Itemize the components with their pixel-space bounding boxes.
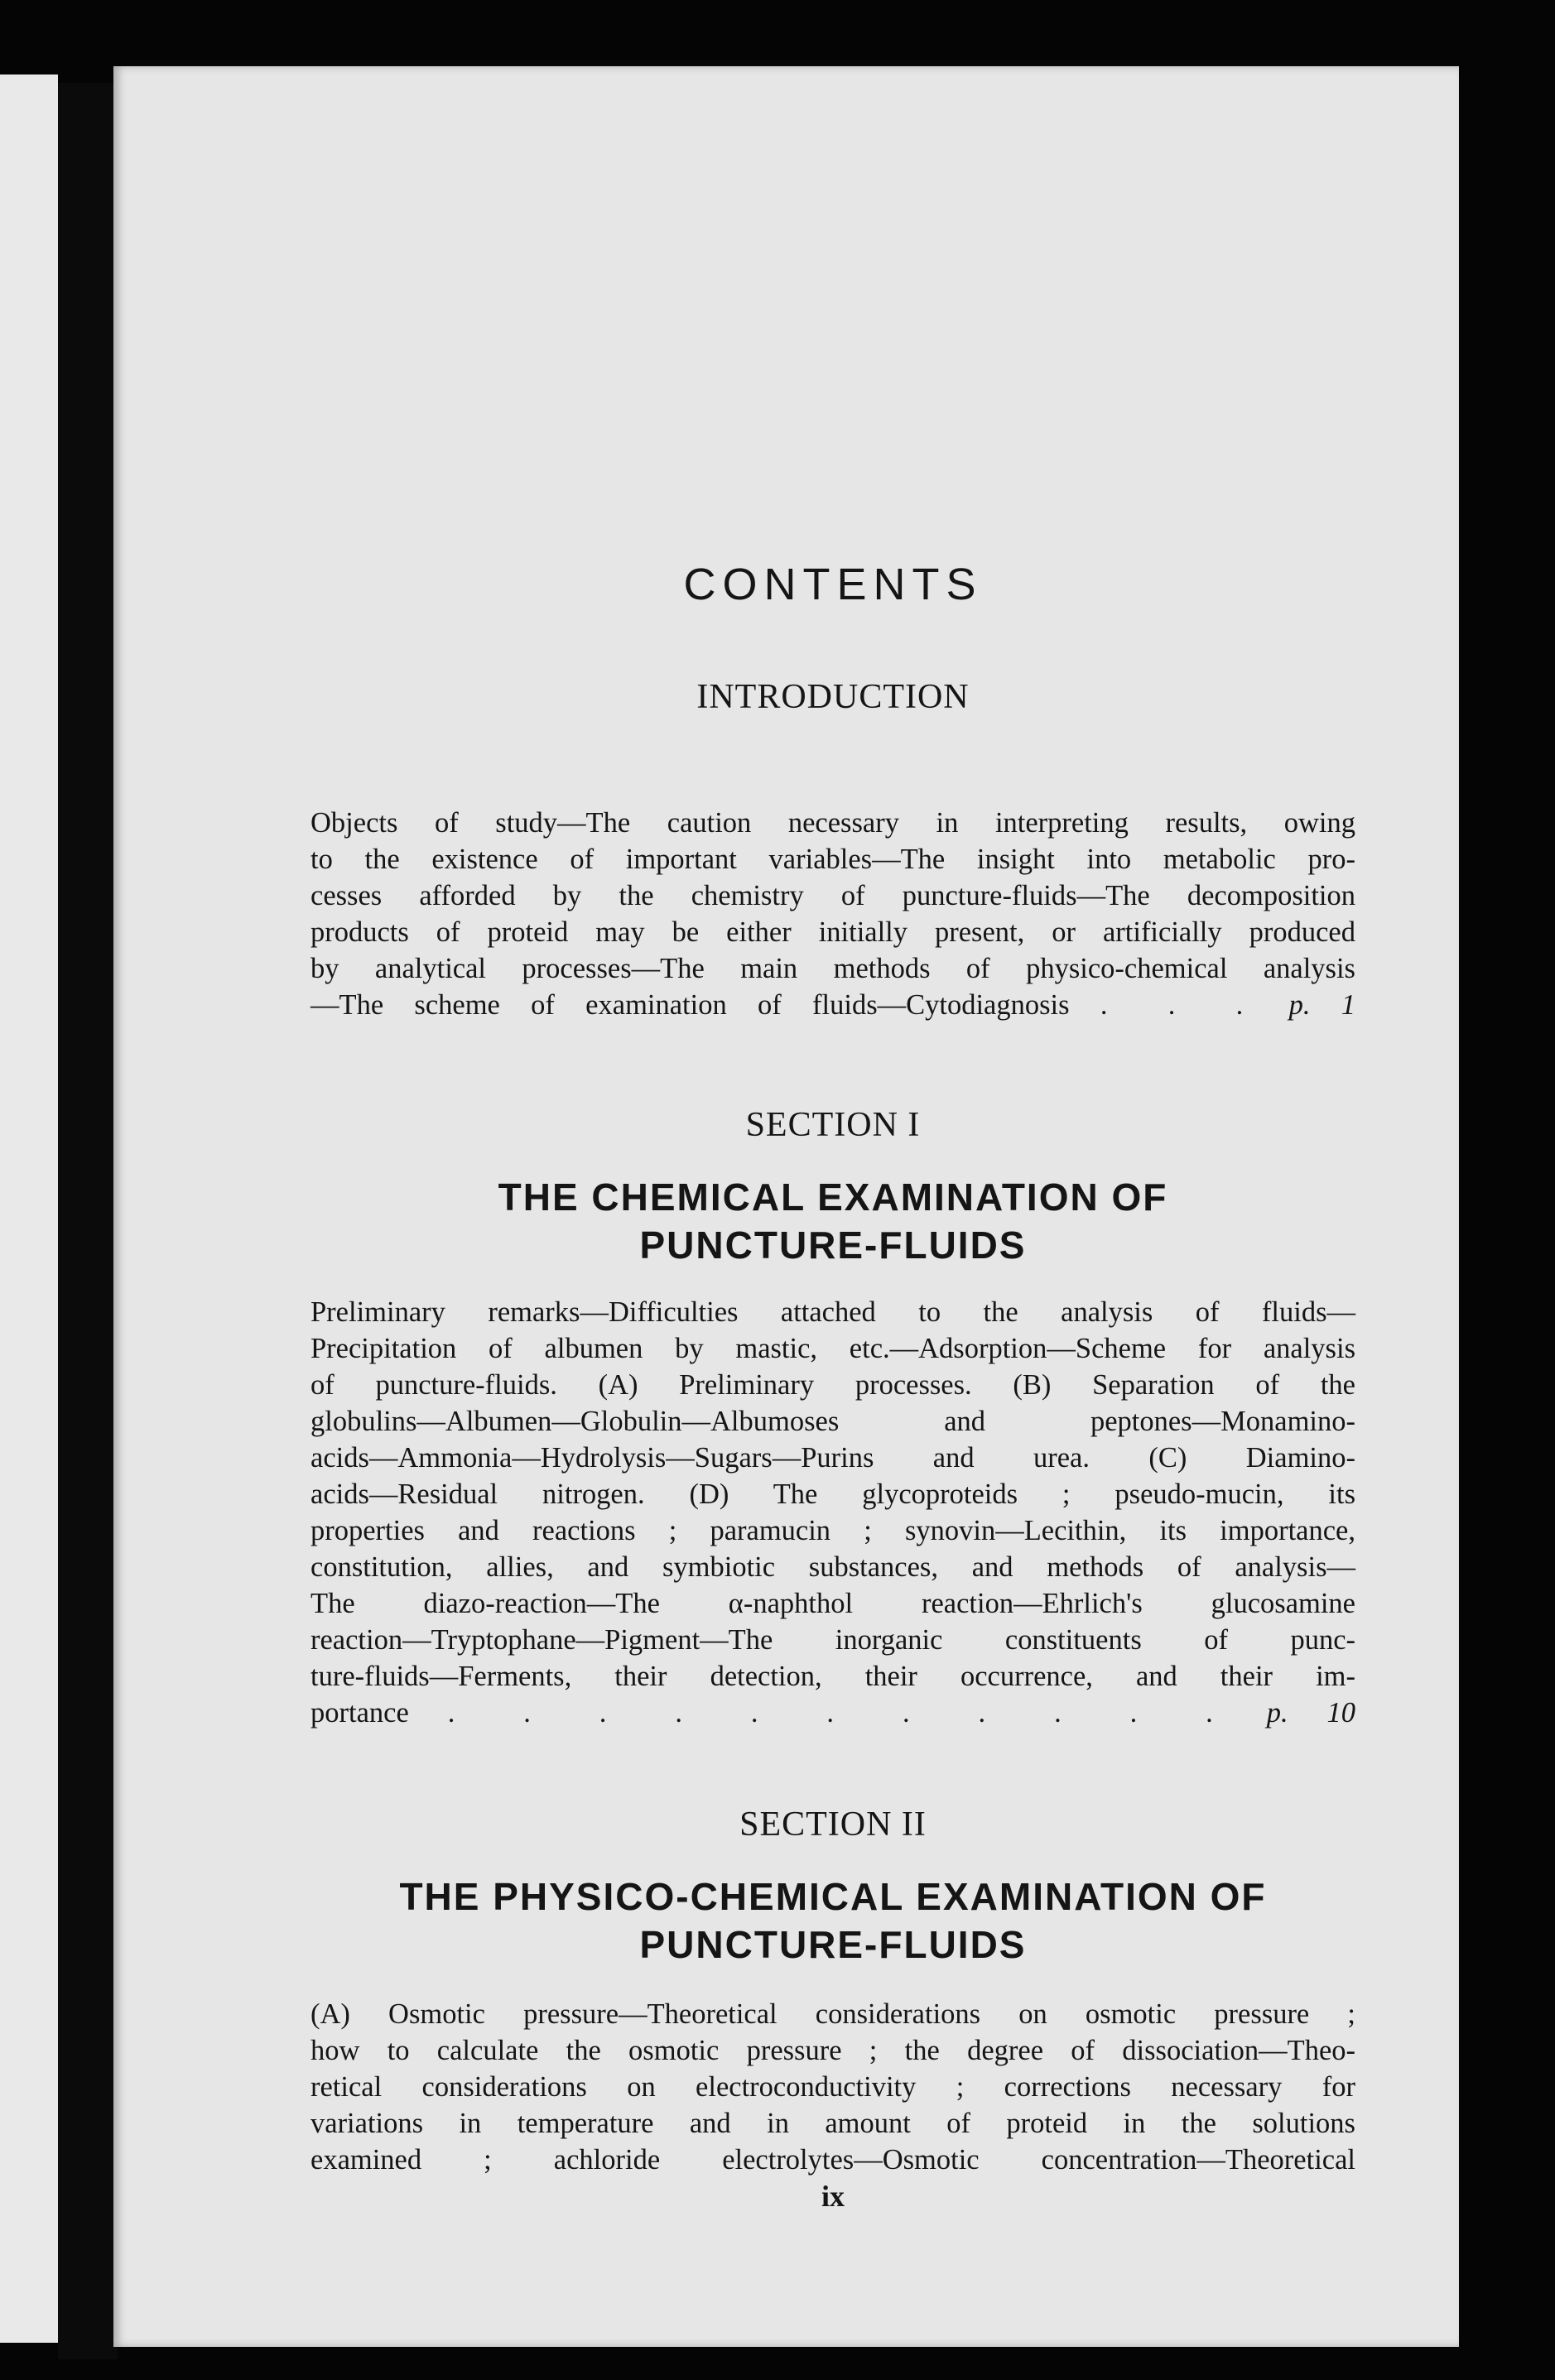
book-gutter [58,83,118,2359]
introduction-summary [311,805,1355,1023]
summary-line: products of proteid may be either initially present, or artificially produced [311,916,1355,948]
summary-line: acids—Ammonia—Hydrolysis—Sugars—Purins and urea. (C) Diamino- [311,1442,1355,1474]
contents-heading: CONTENTS [683,560,983,609]
section-2-title [286,1873,1380,1969]
summary-line: cesses afforded by the chemistry of puncture-fluids—The decomposition [311,880,1355,911]
page-reference: p. 1 [1288,989,1356,1021]
section-title-line: THE CHEMICAL EXAMINATION OF [498,1176,1168,1219]
summary-line: acids—Residual nitrogen. (D) The glycoproteids ; pseudo-mucin, its [311,1478,1355,1510]
section-2-summary [311,1996,1355,2178]
summary-line: Preliminary remarks—Difficulties attached to the analysis of fluids— [311,1296,1355,1328]
dot-leader: . . . [1100,989,1259,1021]
section-1-label: SECTION I [745,1106,921,1144]
summary-line: properties and reactions ; paramucin ; synovin—Lecithin, its importance, [311,1515,1355,1546]
book-page [113,66,1459,2347]
summary-line: globulins—Albumen—Globulin—Albumoses and peptones—Monamino- [311,1406,1355,1437]
section-2-label: SECTION II [739,1805,927,1844]
facing-page-edge [0,75,58,2343]
summary-line: how to calculate the osmotic pressure ; the degree of dissociation—Theo- [311,2035,1355,2066]
summary-line: Precipitation of albumen by mastic, etc.—Adsorption—Scheme for analysis [311,1333,1355,1364]
introduction-heading: INTRODUCTION [696,678,970,716]
summary-line: The diazo-reaction—The α-naphthol reaction—Ehrlich's glucosamine [311,1588,1355,1619]
summary-line: ture-fluids—Ferments, their detection, their occurrence, and their im- [311,1661,1355,1692]
summary-line: variations in temperature and in amount of proteid in the solutions [311,2108,1355,2139]
summary-line: constitution, allies, and symbiotic substances, and methods of analysis— [311,1551,1355,1583]
summary-line: Objects of study—The caution necessary in interpreting results, owing [311,807,1355,839]
dot-leader: . . . . . . . . . . . [447,1697,1228,1729]
section-title-line: THE PHYSICO-CHEMICAL EXAMINATION OF [399,1875,1267,1918]
summary-last-line [311,1695,1355,1731]
section-title-line: PUNCTURE-FLUIDS [639,1923,1027,1966]
summary-line: (A) Osmotic pressure—Theoretical considerations on osmotic pressure ; [311,1998,1355,2030]
summary-line: of puncture-fluids. (A) Preliminary processes. (B) Separation of the [311,1369,1355,1401]
page-reference: p. 10 [1266,1697,1355,1729]
summary-line: to the existence of important variables—The insight into metabolic pro- [311,844,1355,875]
section-1-summary [311,1294,1355,1731]
summary-line: retical considerations on electroconductivity ; corrections necessary for [311,2071,1355,2103]
summary-line: examined ; achloride electrolytes—Osmotic concentration—Theoretical [311,2144,1355,2176]
summary-line: by analytical processes—The main methods of physico-chemical analysis [311,953,1355,984]
summary-line-text: —The scheme of examination of fluids—Cytodiagnosis [311,989,1070,1021]
section-title-line: PUNCTURE-FLUIDS [639,1224,1027,1267]
page-number: ix [821,2180,845,2213]
summary-line: reaction—Tryptophane—Pigment—The inorganic constituents of punc- [311,1624,1355,1656]
summary-line-text: portance [311,1697,409,1729]
section-1-title [286,1173,1380,1269]
summary-last-line [311,987,1355,1023]
